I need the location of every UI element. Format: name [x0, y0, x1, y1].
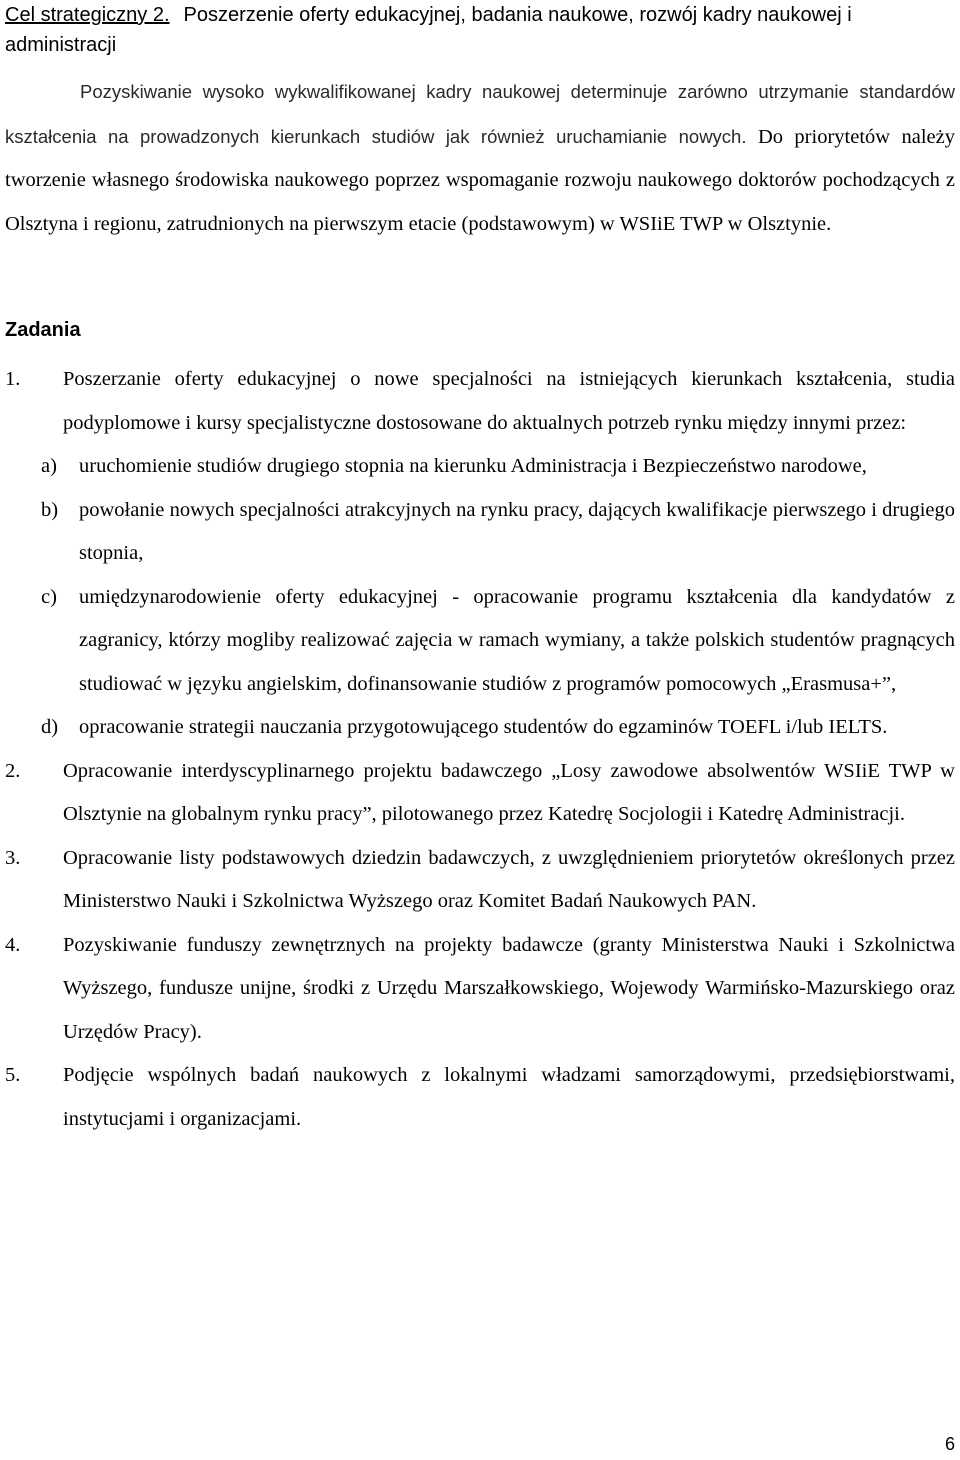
subtask-item-a [5, 445, 955, 489]
subtask-list [41, 445, 955, 750]
subtask-letter: b) [41, 498, 59, 521]
page-number: 6 [944, 1434, 955, 1454]
intro-paragraph [5, 70, 955, 246]
subtask-letter: a) [41, 455, 57, 477]
task-item-5 [5, 1054, 955, 1141]
task-text: Opracowanie listy podstawowych dziedzin badawczych, z uwzględnieniem priorytetów określonych przez Ministerstwo Nauki i Szkolnictwa Wyższego oraz Komitet Badań Naukowych PAN. [63, 846, 955, 912]
subtask-text: powołanie nowych specjalności atrakcyjnych na rynku pracy, dających kwalifikacje pierwszego i drugiego stopnia, [79, 498, 955, 564]
intro-serif-text: Do priorytetów należy tworzenie własnego środowiska naukowego poprzez wspomaganie rozwoju naukowego doktorów pochodzących z Olsztyna i regionu, zatrudnionych na pierwszym etacie (podstawowym) w WSIiE TWP w Olsztynie. [5, 125, 955, 235]
task-text: Pozyskiwanie funduszy zewnętrznych na projekty badawcze (granty Ministerstwa Nauki i Szkolnictwa Wyższego, fundusze unijne, środki z Urzędu Marszałkowskiego, Wojewody Warmińsko-Mazurskiego oraz Urzędów Pracy). [63, 933, 955, 1043]
subtask-item-c [5, 576, 955, 707]
task-number: 1. [5, 368, 21, 390]
subtask-text: opracowanie strategii nauczania przygotowującego studentów do egzaminów TOEFL i/lub IELTS. [79, 716, 888, 738]
task-text: Podjęcie wspólnych badań naukowych z lokalnymi władzami samorządowymi, przedsiębiorstwami, instytucjami i organizacjami. [63, 1064, 955, 1130]
strategic-goal-label: Cel strategiczny 2. [5, 4, 170, 26]
strategic-goal-title: Poszerzenie oferty edukacyjnej, badania naukowe, rozwój kadry naukowej i administracji [5, 4, 852, 56]
subtask-text: umiędzynarodowienie oferty edukacyjnej - opracowanie programu kształcenia dla kandydatów z zagranicy, którzy mogliby realizować zajęcia w ramach wymiany, a także polskich studentów pragnących studiować w języku angielskim, dofinansowanie studiów z programów pomocowych „Erasmusa+”, [79, 585, 955, 695]
task-number: 2. [5, 759, 21, 782]
tasks-list [5, 358, 955, 1141]
task-number: 5. [5, 1064, 21, 1086]
task-text: Poszerzanie oferty edukacyjnej o nowe specjalności na istniejących kierunkach kształcenia, studia podyplomowe i kursy specjalistyczne dostosowane do aktualnych potrzeb rynku między innymi przez: [63, 368, 955, 434]
task-text: Opracowanie interdyscyplinarnego projektu badawczego „Losy zawodowe absolwentów WSIiE TWP w Olsztynie na globalnym rynku pracy”, pilotowanego przez Katedrę Socjologii i Katedrę Administracji. [63, 759, 955, 825]
subtask-letter: d) [41, 716, 59, 738]
task-item-2 [5, 750, 955, 837]
subtask-item-d [5, 706, 955, 750]
task-number: 4. [5, 933, 21, 956]
intro-sans-text: Pozyskiwanie wysoko wykwalifikowanej kadry naukowej determinuje zarówno utrzymanie standardów kształcenia na prowadzonych kierunkach studiów jak również uruchamianie nowych. [5, 81, 955, 147]
task-item-3 [5, 837, 955, 924]
subtask-letter: c) [41, 585, 57, 608]
section-heading [5, 0, 955, 60]
task-item-4 [5, 924, 955, 1055]
task-item-1 [5, 358, 955, 750]
subtask-item-b [5, 489, 955, 576]
task-number: 3. [5, 846, 21, 869]
tasks-heading: Zadania [5, 319, 81, 341]
subtask-text: uruchomienie studiów drugiego stopnia na kierunku Administracja i Bezpieczeństwo narodowe, [79, 455, 867, 477]
